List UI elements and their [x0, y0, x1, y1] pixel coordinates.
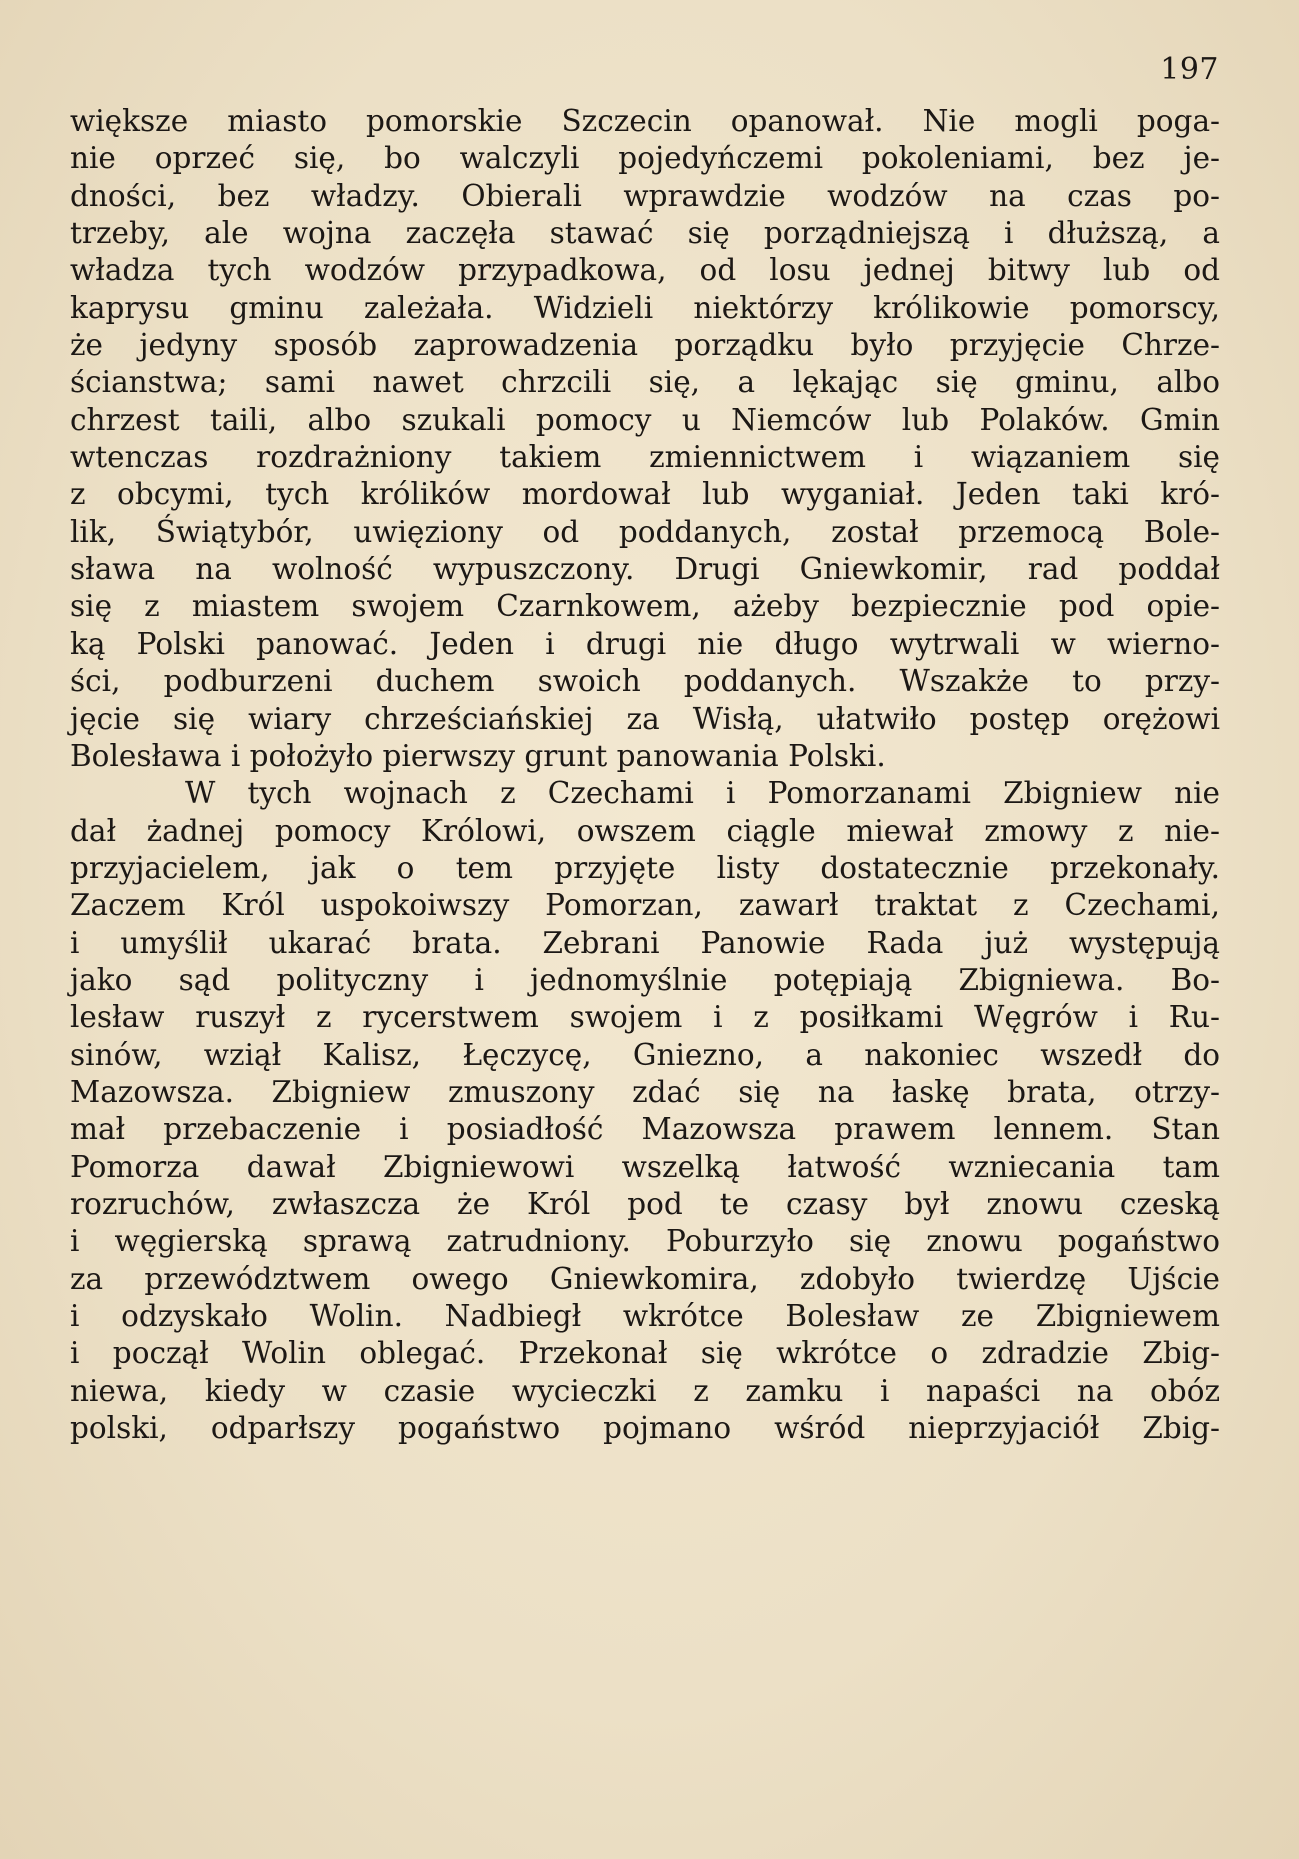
text-line: ką Polski panować. Jeden i drugi nie długo wytrwali w wierno-	[70, 626, 1220, 661]
text-line: dności, bez władzy. Obierali wprawdzie wodzów na czas po-	[70, 178, 1220, 213]
text-line: polski, odparłszy pogaństwo pojmano wśród nieprzyjaciół Zbig-	[70, 1411, 1220, 1446]
text-line: za przewództwem owego Gniewkomira, zdobyło twierdzę Ujście	[70, 1261, 1220, 1296]
text-line: i węgierską sprawą zatrudniony. Poburzyło się znowu pogaństwo	[70, 1224, 1220, 1259]
text-line: Zaczem Król uspokoiwszy Pomorzan, zawarł traktat z Czechami,	[70, 888, 1220, 923]
text-line: trzeby, ale wojna zaczęła stawać się porządniejszą i dłuższą, a	[70, 216, 1220, 251]
text-line: i począł Wolin oblegać. Przekonał się wkrótce o zdradzie Zbig-	[70, 1336, 1220, 1371]
text-line: W tych wojnach z Czechami i Pomorzanami Zbigniew nie	[185, 776, 1220, 811]
text-line: rozruchów, zwłaszcza że Król pod te czasy był znowu czeską	[70, 1186, 1220, 1221]
text-line: ścianstwa; sami nawet chrzcili się, a lękając się gminu, albo	[70, 365, 1220, 400]
text-line: przyjacielem, jak o tem przyjęte listy dostatecznie przekonały.	[70, 850, 1220, 885]
text-line: jako sąd polityczny i jednomyślnie potępiają Zbigniewa. Bo-	[70, 962, 1220, 997]
text-line: mał przebaczenie i posiadłość Mazowsza prawem lennem. Stan	[70, 1112, 1220, 1147]
text-line: kaprysu gminu zależała. Widzieli niektórzy królikowie pomorscy,	[70, 290, 1220, 325]
text-line: sława na wolność wypuszczony. Drugi Gniewkomir, rad poddał	[70, 552, 1220, 587]
text-line: niewa, kiedy w czasie wycieczki z zamku i napaści na obóz	[70, 1373, 1220, 1408]
page-number: 197	[1160, 52, 1219, 87]
body-text	[70, 103, 1220, 1447]
text-line: ści, podburzeni duchem swoich poddanych. Wszakże to przy-	[70, 664, 1220, 699]
text-line: jęcie się wiary chrześciańskiej za Wisłą, ułatwiło postęp orężowi	[70, 701, 1220, 736]
text-line: z obcymi, tych królików mordował lub wyganiał. Jeden taki kró-	[70, 477, 1220, 512]
text-line: i umyślił ukarać brata. Zebrani Panowie Rada już występują	[70, 925, 1220, 960]
text-line: wtenczas rozdrażniony takiem zmiennictwem i wiązaniem się	[70, 440, 1220, 475]
text-line: i odzyskało Wolin. Nadbiegł wkrótce Bolesław ze Zbigniewem	[70, 1299, 1220, 1333]
text-line: dał żadnej pomocy Królowi, owszem ciągle miewał zmowy z nie-	[70, 813, 1220, 848]
text-line: Mazowsza. Zbigniew zmuszony zdać się na łaskę brata, otrzy-	[70, 1074, 1220, 1109]
text-line: się z miastem swojem Czarnkowem, ażeby bezpiecznie pod opie-	[70, 589, 1220, 624]
text-line: chrzest taili, albo szukali pomocy u Niemców lub Polaków. Gmin	[70, 402, 1220, 437]
text-line: nie oprzeć się, bo walczyli pojedyńczemi pokoleniami, bez je-	[70, 141, 1220, 176]
text-line: że jedyny sposób zaprowadzenia porządku było przyjęcie Chrze-	[70, 328, 1220, 363]
text-line: Bolesława i położyło pierwszy grunt panowania Polski.	[70, 738, 886, 773]
text-line: sinów, wziął Kalisz, Łęczycę, Gniezno, a nakoniec wszedł do	[70, 1037, 1220, 1072]
text-line: lesław ruszył z rycerstwem swojem i z posiłkami Węgrów i Ru-	[70, 1000, 1220, 1035]
text-line: Pomorza dawał Zbigniewowi wszelką łatwość wzniecania tam	[70, 1149, 1220, 1184]
text-line: lik, Świątybór, uwięziony od poddanych, został przemocą Bole-	[70, 514, 1220, 549]
text-line: większe miasto pomorskie Szczecin opanował. Nie mogli poga-	[70, 104, 1220, 138]
text-line: władza tych wodzów przypadkowa, od losu jednej bitwy lub od	[70, 253, 1220, 288]
